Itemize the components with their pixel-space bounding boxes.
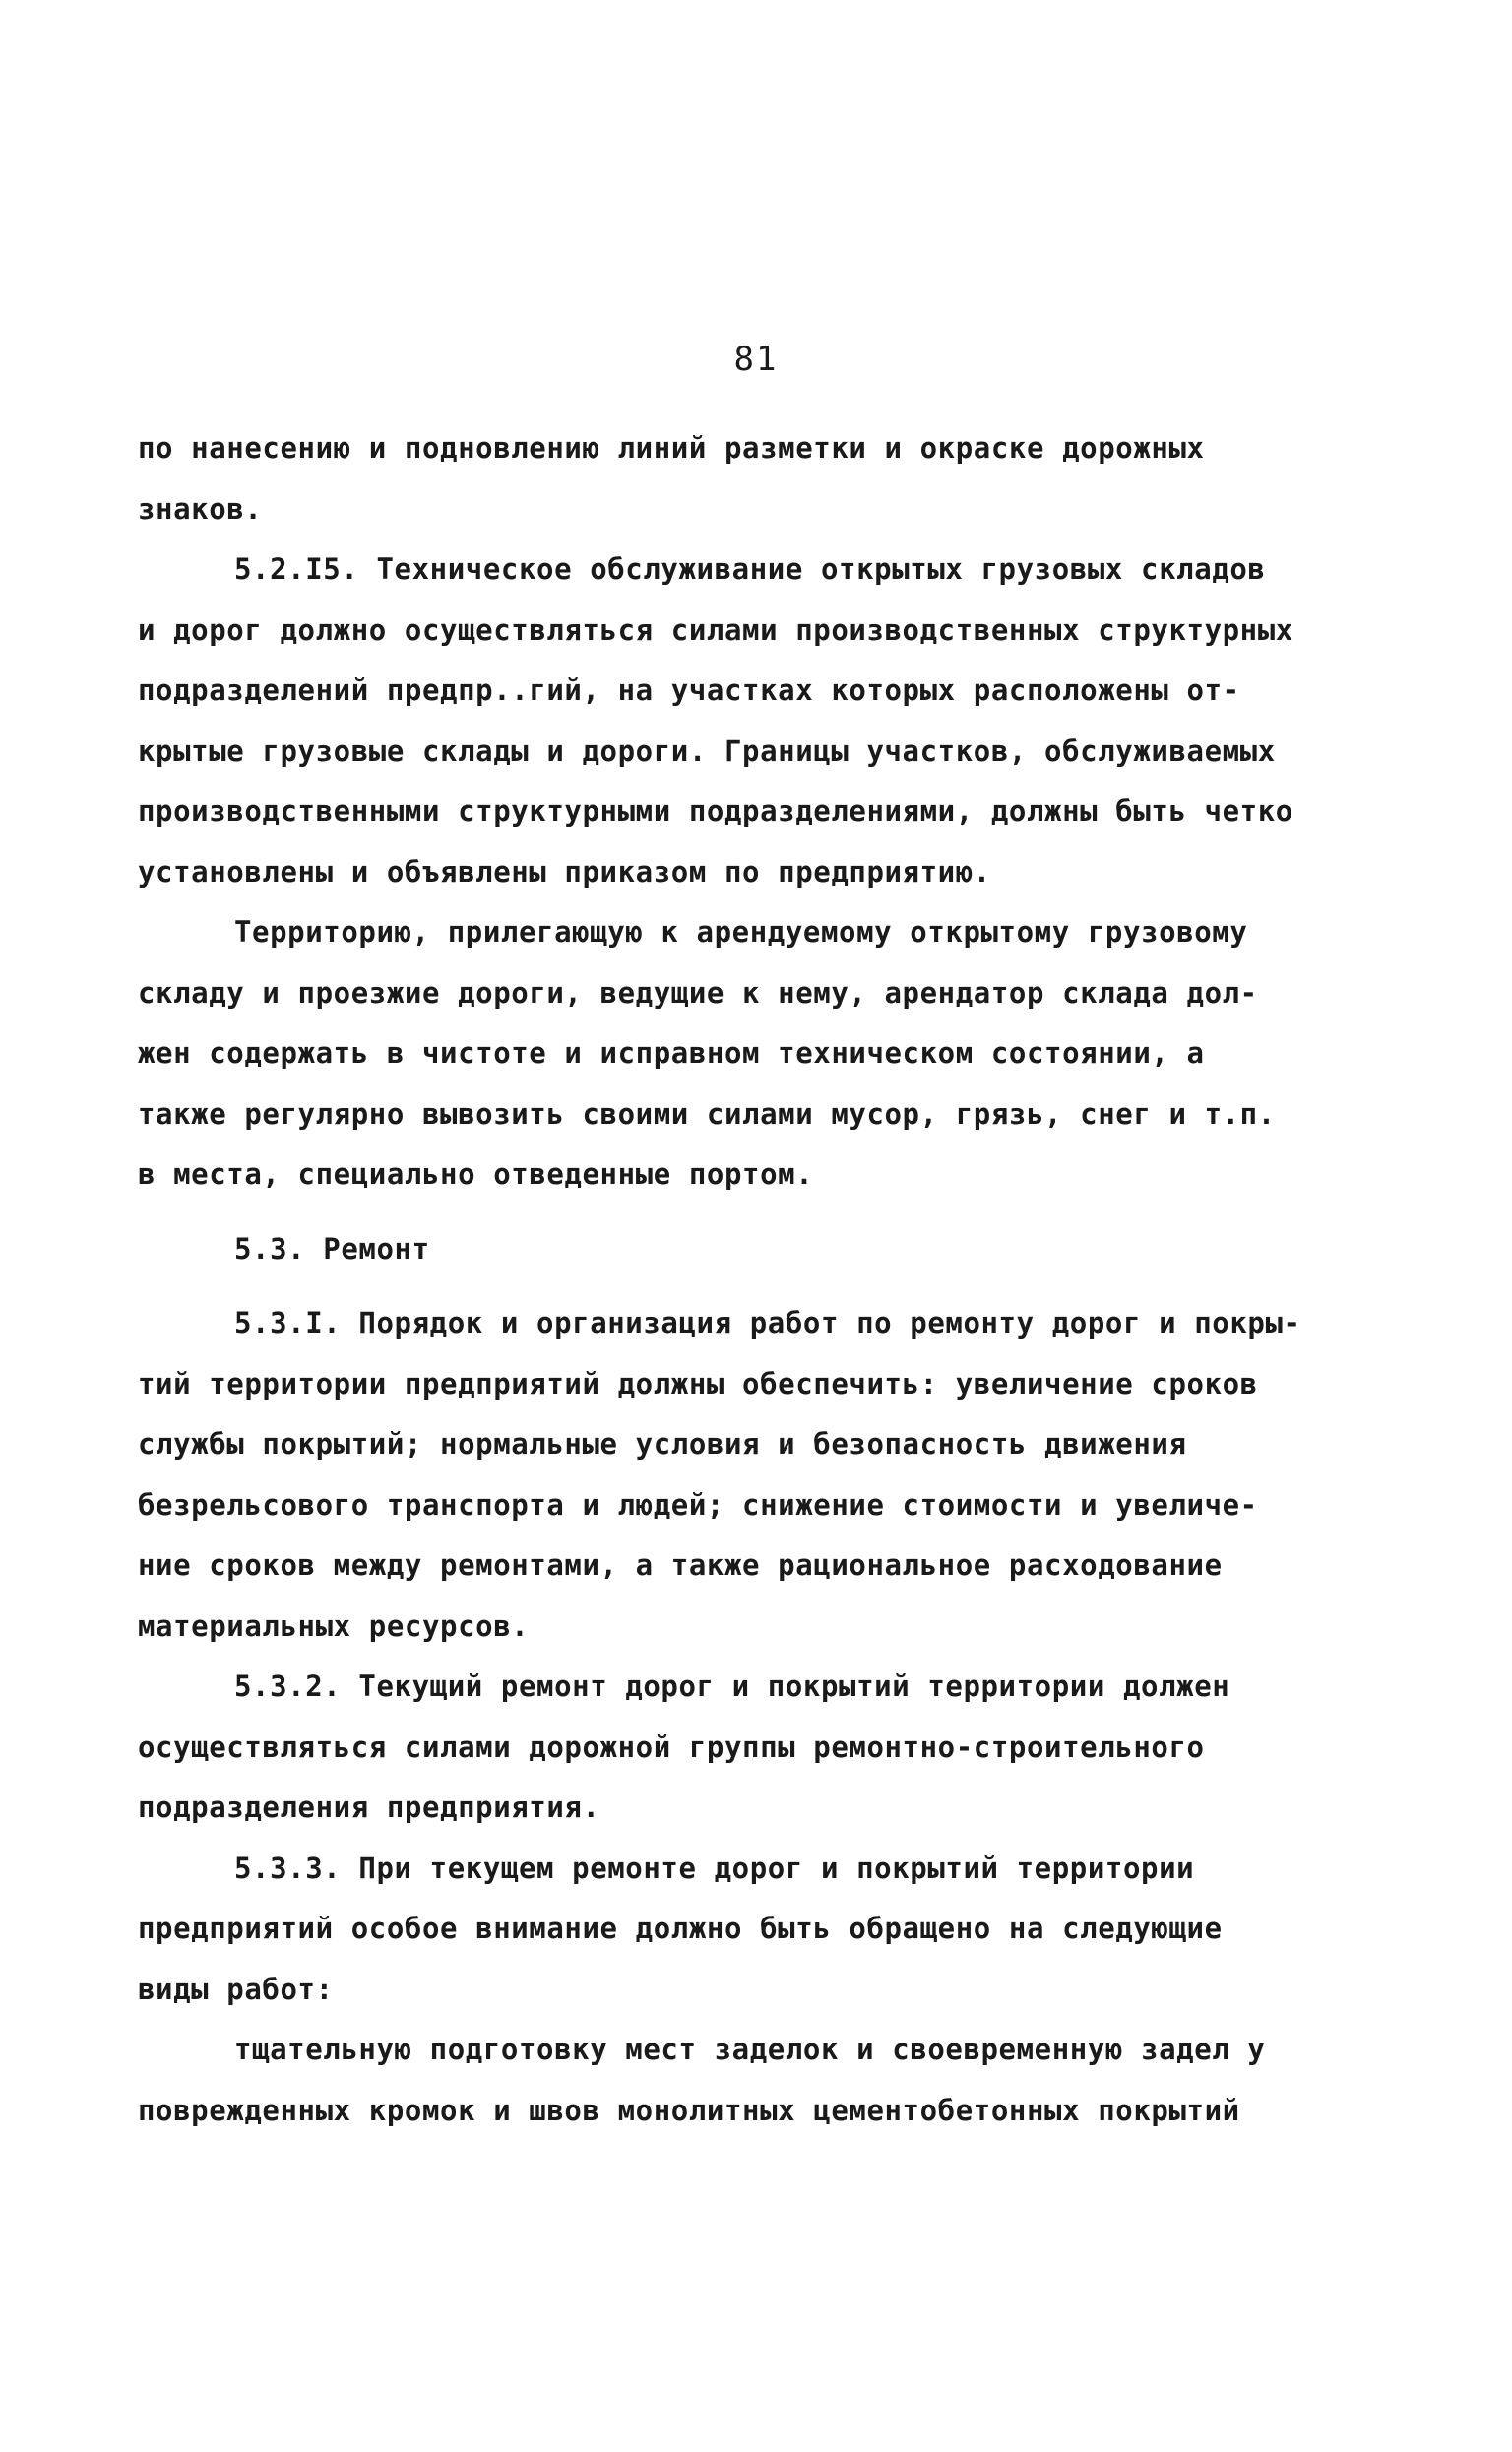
section-heading-5-3: 5.3. Ремонт [234,1231,430,1266]
text-line: осуществляться силами дорожной группы ремонтно-строительного [138,1729,1205,1764]
text-line: знаков. [138,491,263,526]
text-line: материальных ресурсов. [138,1608,530,1643]
text-line: тий территории предприятий должны обеспечить: увеличение сроков [138,1366,1258,1401]
clause-5-3-2: 5.3.2. Текущий ремонт дорог и покрытий территории должен [234,1669,1230,1703]
text-line: и дорог должно осуществляться силами производственных структурных [138,612,1293,647]
text-line: жен содержать в чистоте и исправном техническом состоянии, а [138,1037,1205,1070]
body-text [138,418,1378,2141]
text-line: производственными структурными подразделениями, должны быть четко [138,794,1293,828]
text-line: также регулярно вывозить своими силами мусор, грязь, снег и т.п. [138,1097,1276,1131]
page-number: 81 [733,340,779,379]
list-item-work: тщательную подготовку мест заделок и своевременную задел у [234,2033,1266,2066]
text-line: установлены и объявлены приказом по предприятию. [138,854,991,889]
text-line: подразделений предпр..гий, на участках которых расположены от- [138,673,1240,707]
text-line: подразделения предприятия. [138,1791,600,1824]
text-line: крытые грузовые склады и дороги. Границы участков, обслуживаемых [138,733,1276,768]
clause-5-2-15: 5.2.I5. Техническое обслуживание открытых грузовых складов [234,552,1266,586]
text-line: по нанесению и подновлению линий разметки и окраске дорожных [138,431,1205,465]
text-line: поврежденных кромок и швов монолитных цементобетонных покрытий [138,2093,1240,2127]
text-line: службы покрытий; нормальные условия и безопасность движения [138,1427,1187,1461]
text-line: складу и проезжие дороги, ведущие к нему, арендатор склада дол- [138,975,1258,1010]
text-line: в места, специально отведенные портом. [138,1158,814,1191]
paragraph-territory: Территорию, прилегающую к арендуемому открытому грузовому [234,915,1248,949]
text-line: предприятий особое внимание должно быть обращено на следующие [138,1912,1223,1945]
text-line: ние сроков между ремонтами, а также рациональное расходование [138,1548,1223,1582]
clause-5-3-1: 5.3.I. Порядок и организация работ по ремонту дорог и покры- [234,1306,1301,1340]
clause-5-3-3: 5.3.3. При текущем ремонте дорог и покрытий территории [234,1851,1195,1885]
text-line: виды работ: [138,1972,334,2006]
text-line: безрельсового транспорта и людей; снижение стоимости и увеличе- [138,1487,1258,1522]
